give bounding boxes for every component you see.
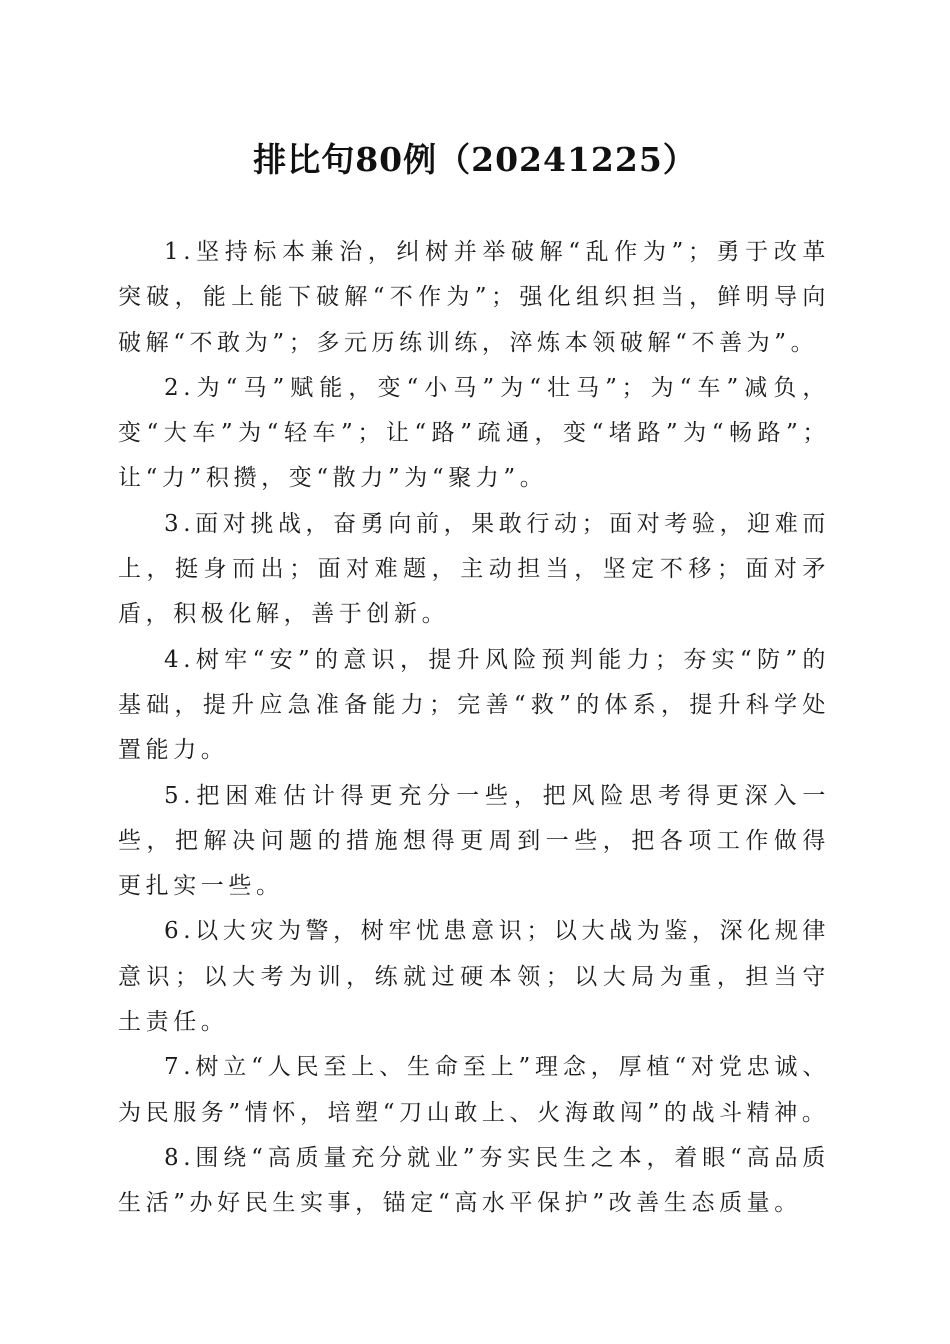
paragraph-2: 2.为“马”赋能，变“小马”为“壮马”；为“车”减负，变“大车”为“轻车”；让“路”疏通，变“堵路”为“畅路”；让“力”积攒，变“散力”为“聚力”。 (118, 374, 830, 492)
paragraph-1: 1.坚持标本兼治，纠树并举破解“乱作为”；勇于改革突破，能上能下破解“不作为”；强化组织担当，鲜明导向破解“不敢为”；多元历练训练，淬炼本领破解“不善为”。 (118, 239, 830, 356)
paragraph-7: 7.树立“人民至上、生命至上”理念，厚植“对党忠诚、为民服务”情怀，培塑“刀山敢上、火海敢闯”的战斗精神。 (118, 1054, 830, 1126)
paragraph-6: 6.以大灾为警，树牢忧患意识；以大战为鉴，深化规律意识；以大考为训，练就过硬本领；以大局为重，担当守土责任。 (118, 918, 830, 1036)
paragraph-8: 8.围绕“高质量充分就业”夯实民生之本，着眼“高品质生活”办好民生实事，锚定“高水平保护”改善生态质量。 (118, 1144, 830, 1217)
paragraph-3: 3.面对挑战，奋勇向前，果敢行动；面对考验，迎难而上，挺身而出；面对难题，主动担当，坚定不移；面对矛盾，积极化解，善于创新。 (118, 510, 830, 628)
document-body (118, 230, 830, 1227)
paragraph-4: 4.树牢“安”的意识，提升风险预判能力；夯实“防”的基础，提升应急准备能力；完善“救”的体系，提升科学处置能力。 (118, 646, 830, 764)
document-title: 排比句80例（20241225） (253, 140, 697, 179)
paragraph-5: 5.把困难估计得更充分一些，把风险思考得更深入一些，把解决问题的措施想得更周到一些，把各项工作做得更扎实一些。 (118, 782, 830, 900)
